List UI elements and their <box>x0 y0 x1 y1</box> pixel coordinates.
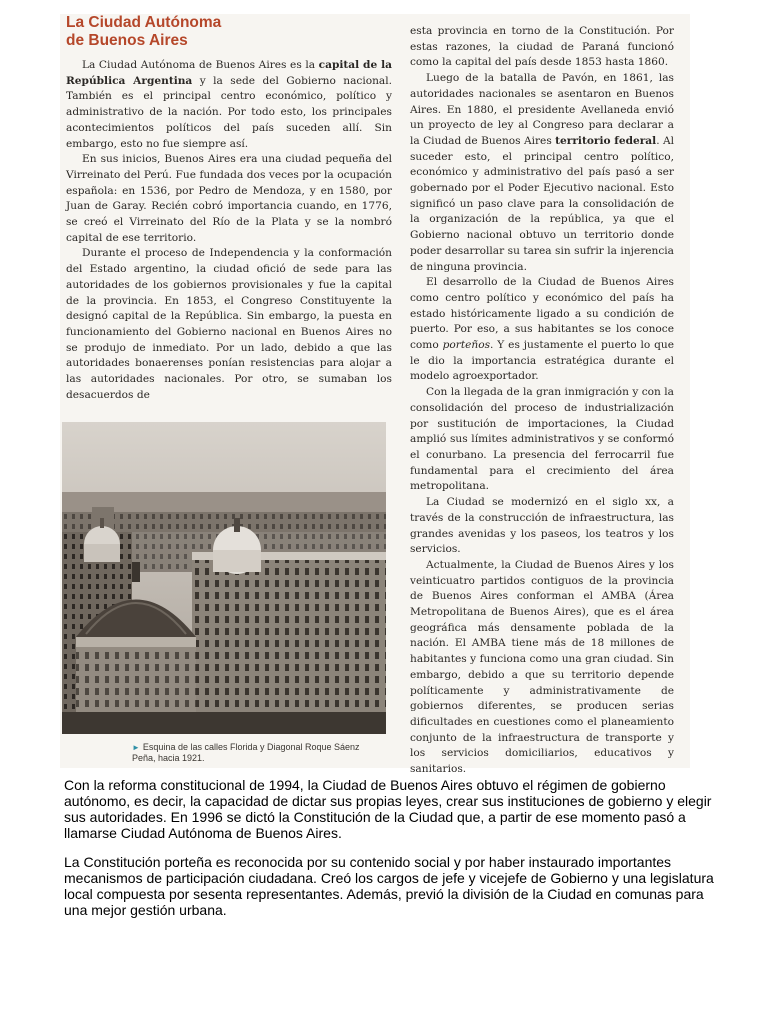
left-paragraph-3: Durante el proceso de Independencia y la conformación del Estado argentino, la ciudad ofició de sede para las autoridades de los gobiernos provisionales y fue la capital de la provincia. En 1853, el Congreso Constituyente la designó capital de la República. Sin embargo, la puesta en funcionamiento del Gobierno nacional en Buenos Aires no se produjo de inmediato. Por un lado, debido a que las autoridades bonaerenses ponían resistencias para alojar a las autoridades nacionales. Por otro, se sumaban los desacuerdos de <box>66 247 392 401</box>
right-paragraph-6: Actualmente, la Ciudad de Buenos Aires y los veinticuatro partidos contiguos de la provincia de Buenos Aires conforman el AMBA (Área Metropolitana de Buenos Aires), que es el área geográfica más densamente poblada de la nación. El AMBA tiene más de 18 millones de habitantes y funciona como una gran ciudad. Sin embargo, debido a que su territorio depende políticamente y administrativamente de gobiernos diferentes, se producen serias dificultades en cuestiones como el planeamiento conjunto de la infraestructura de transporte y los servicios domiciliarios, educativos y sanitarios. <box>410 558 674 776</box>
right-paragraph-3: El desarrollo de la Ciudad de Buenos Aires como centro político y económico del país ha estado históricamente ligado a su condición de puerto. Por eso, a sus habitantes se los conoce como porteños. Y es justamente el puerto lo que le dio la importancia estratégica durante el modelo agroexportador. <box>410 276 674 383</box>
body-paragraph-2: La Constitución porteña es reconocida por su contenido social y por haber instaurado importantes mecanismos de participación ciudadana. Creó los cargos de jefe y vicejefe de Gobierno y una legislatura local compuesta por sesenta representantes. Además, previó la división de la Ciudad en comunas para una mejor gestión urbana. <box>64 854 714 918</box>
city-skyline-illustration <box>62 422 386 734</box>
right-paragraph-5: La Ciudad se modernizó en el siglo xx, a través de la construcción de infraestructura, las grandes avenidas y los paseos, los teatros y los servicios. <box>410 496 674 556</box>
page-title <box>66 14 396 50</box>
right-column <box>410 24 674 778</box>
caption-text: Esquina de las calles Florida y Diagonal Roque Sáenz Peña, hacia 1921. <box>132 742 360 763</box>
body-paragraph-1: Con la reforma constitucional de 1994, la Ciudad de Buenos Aires obtuvo el régimen de gobierno autónomo, es decir, la capacidad de dictar sus propias leyes, crear sus instituciones de gobierno y elegir sus autoridades. En 1996 se dictó la Constitución de la Ciudad que, a partir de ese momento pasó a llamarse Ciudad Autónoma de Buenos Aires. <box>64 777 712 841</box>
right-paragraph-4: Con la llegada de la gran inmigración y con la consolidación del proceso de industrialización por sustitución de importaciones, la Ciudad amplió sus límites administrativos y se conformó el conurbano. La presencia del ferrocarril fue fundamental para el crecimiento del área metropolitana. <box>410 386 674 493</box>
title-line-2: de Buenos Aires <box>66 32 188 49</box>
title-line-1: La Ciudad Autónoma <box>66 14 222 31</box>
right-paragraph-1: esta provincia en torno de la Constitución. Por estas razones, la ciudad de Paraná funcionó como la capital del país desde 1853 hasta 1860. <box>410 25 674 69</box>
left-column <box>66 58 392 403</box>
left-paragraph-2: En sus inicios, Buenos Aires era una ciudad pequeña del Virreinato del Perú. Fue fundada dos veces por la ocupación española: en 1536, por Pedro de Mendoza, y en 1580, por Juan de Garay. Recién cobró importancia cuando, en 1776, se creó el Virreinato del Río de la Plata y se la nombró capital de ese territorio. <box>66 153 392 244</box>
left-paragraph-1: La Ciudad Autónoma de Buenos Aires es la capital de la República Argentina y la sede del Gobierno nacional. También es el principal centro económico, político y administrativo de la nación. Por todo esto, los principales acontecimientos políticos del país suceden allí. Sin embargo, esto no fue siempre así. <box>66 59 392 150</box>
historic-city-photo <box>62 422 386 734</box>
photo-caption <box>132 742 382 764</box>
right-paragraph-2: Luego de la batalla de Pavón, en 1861, las autoridades nacionales se asentaron en Buenos Aires. En 1880, el presidente Avellaneda envió un proyecto de ley al Congreso para declarar a la Ciudad de Buenos Aires territorio federal. Al suceder esto, el principal centro político, económico y administrativo del país pasó a ser gobernado por el Poder Ejecutivo nacional. Esto significó un paso clave para la consolidación de la organización de la república, ya que el Gobierno nacional obtuvo un territorio donde poder desarrollar su tarea sin sufrir la injerencia de ninguna provincia. <box>410 72 674 273</box>
caption-arrow-icon: ► <box>132 743 140 752</box>
